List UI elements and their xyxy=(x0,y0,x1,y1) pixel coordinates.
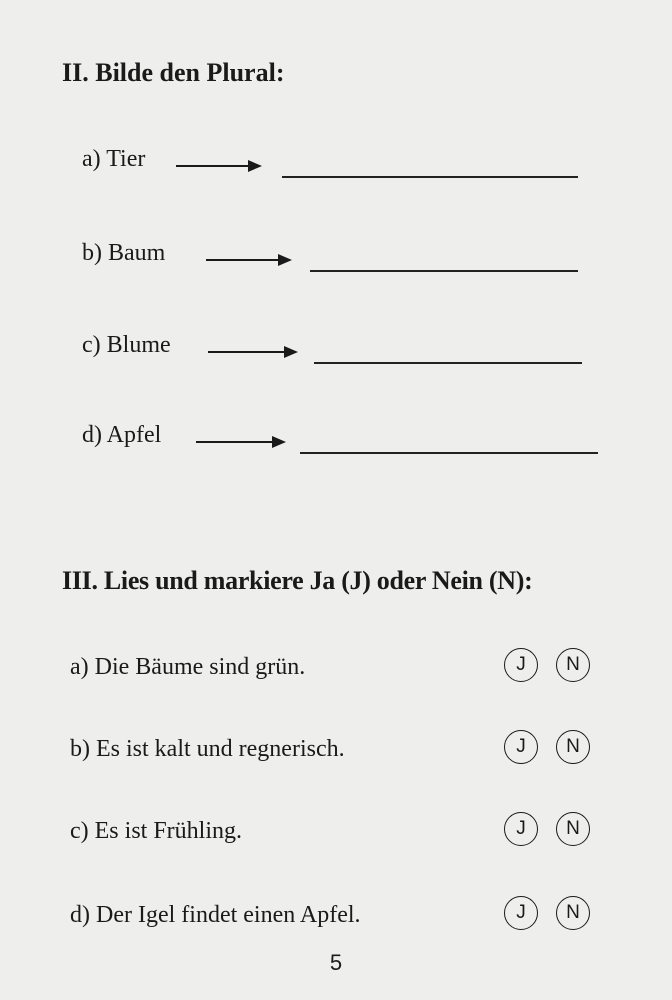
section-3-heading: III. Lies und markiere Ja (J) oder Nein (N): xyxy=(62,566,533,595)
answer-line[interactable] xyxy=(300,452,598,454)
no-option[interactable]: N xyxy=(556,648,590,682)
arrow-icon xyxy=(206,253,292,267)
yes-option[interactable]: J xyxy=(504,648,538,682)
no-option[interactable]: N xyxy=(556,812,590,846)
plural-word: c) Blume xyxy=(82,332,171,358)
answer-line[interactable] xyxy=(310,270,578,272)
no-option[interactable]: N xyxy=(556,730,590,764)
statement-row xyxy=(70,818,610,858)
yes-option[interactable]: J xyxy=(504,896,538,930)
statement-row xyxy=(70,654,610,694)
arrow-icon xyxy=(176,159,262,173)
page-number: 5 xyxy=(329,950,343,975)
answer-line[interactable] xyxy=(314,362,582,364)
plural-word: a) Tier xyxy=(82,146,146,172)
statement-text: c) Es ist Frühling. xyxy=(70,818,242,844)
yes-option[interactable]: J xyxy=(504,730,538,764)
statement-text: d) Der Igel findet einen Apfel. xyxy=(70,902,361,928)
yes-option[interactable]: J xyxy=(504,812,538,846)
statement-row xyxy=(70,902,610,942)
statement-text: a) Die Bäume sind grün. xyxy=(70,654,306,680)
statement-row xyxy=(70,736,610,776)
answer-line[interactable] xyxy=(282,176,578,178)
plural-word: d) Apfel xyxy=(82,422,162,448)
statement-text: b) Es ist kalt und regnerisch. xyxy=(70,736,345,762)
no-option[interactable]: N xyxy=(556,896,590,930)
arrow-icon xyxy=(196,435,288,449)
plural-word: b) Baum xyxy=(82,240,166,266)
section-2-heading: II. Bilde den Plural: xyxy=(62,58,285,87)
arrow-icon xyxy=(208,345,300,359)
